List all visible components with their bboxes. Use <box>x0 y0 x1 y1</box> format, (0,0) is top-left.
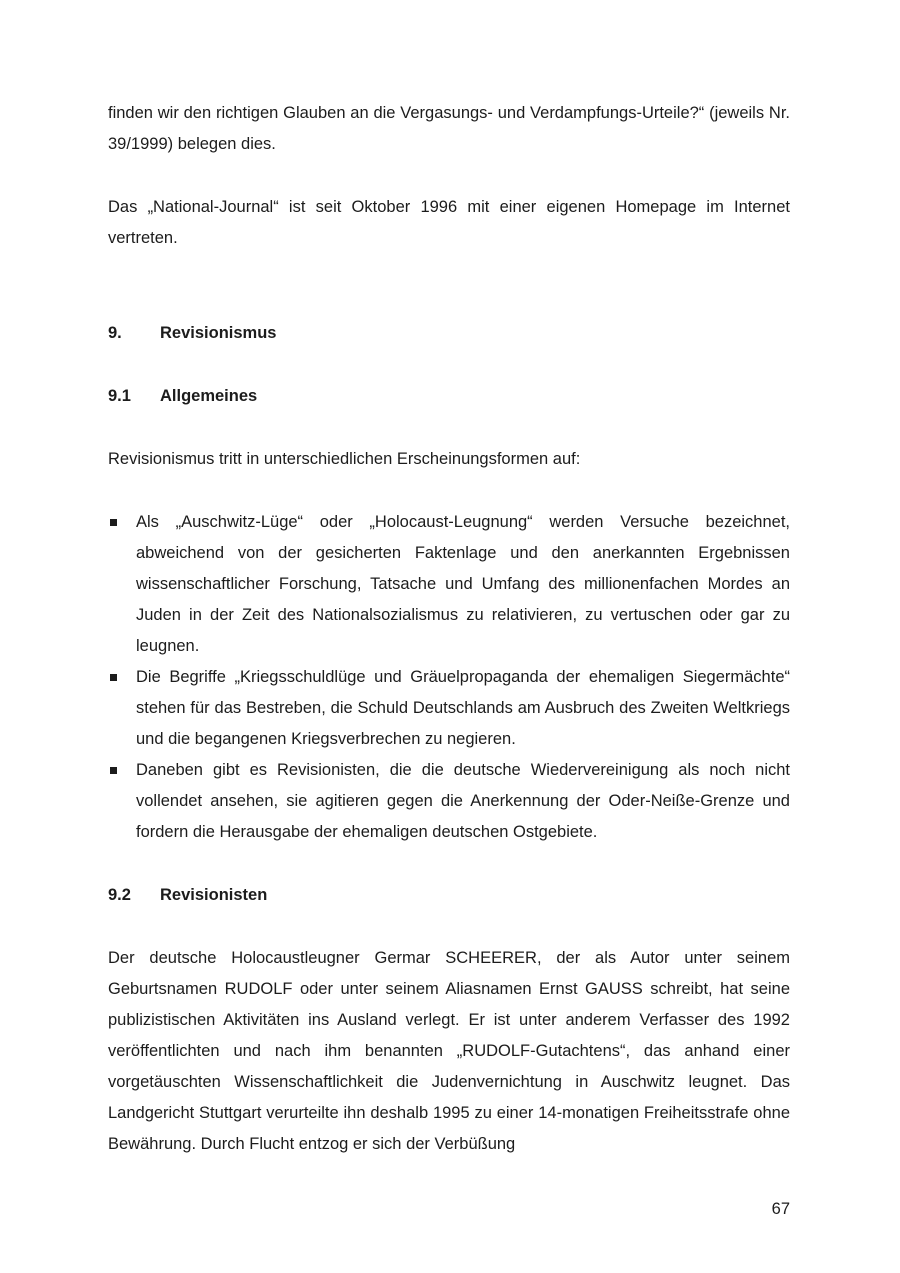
bullet-square-icon <box>110 519 117 526</box>
section-heading-9 <box>108 318 790 349</box>
section-heading-9-1 <box>108 381 790 412</box>
bullet-square-icon <box>110 674 117 681</box>
list-item <box>108 662 790 755</box>
section-number: 9.2 <box>108 886 131 904</box>
revisionism-bullet-list <box>108 507 790 848</box>
section-title: Revisionisten <box>160 886 268 904</box>
section-heading-9-2 <box>108 880 790 911</box>
list-item-text: Daneben gibt es Revisionisten, die die deutsche Wiedervereinigung als noch nicht vollendet ansehen, sie agitieren gegen die Anerkennung der Oder-Neiße-Grenze und fordern die Herausgabe der ehemaligen deutschen Ostgebiete. <box>136 761 790 841</box>
paragraph-scheerer: Der deutsche Holocaustleugner Germar SCHEERER, der als Autor unter seinem Geburtsnamen RUDOLF oder unter seinem Aliasnamen Ernst GAUSS schreibt, hat seine publizistischen Aktivitäten ins Ausland verlegt. Er ist unter anderem Verfasser des 1992 veröffentlichten und nach ihm benannten „RUDOLF-Gutachtens“, das anhand einer vorgetäuschten Wissenschaftlichkeit die Judenvernichtung in Auschwitz leugnet. Das Landgericht Stuttgart verurteilte ihn deshalb 1995 zu einer 14-monatigen Freiheitsstrafe ohne Bewährung. Durch Flucht entzog er sich der Verbüßung <box>108 949 790 1153</box>
section-number: 9. <box>108 324 122 342</box>
section-title: Revisionismus <box>160 324 277 342</box>
paragraph-urteile: finden wir den richtigen Glauben an die Vergasungs- und Verdampfungs-Urteile?“ (jeweils Nr. 39/1999) belegen dies. <box>108 104 790 153</box>
paragraph-national-journal: Das „National-Journal“ ist seit Oktober 1996 mit einer eigenen Homepage im Internet vertreten. <box>108 198 790 247</box>
bullet-square-icon <box>110 767 117 774</box>
list-item <box>108 755 790 848</box>
section-title: Allgemeines <box>160 387 258 405</box>
list-item-text: Als „Auschwitz-Lüge“ oder „Holocaust-Leugnung“ werden Versuche bezeichnet, abweichend von der gesicherten Faktenlage und den anerkannten Ergebnissen wissenschaftlicher Forschung, Tatsache und Umfang des millionenfachen Mordes an Juden in der Zeit des Nationalsozialismus zu relativieren, zu vertuschen oder gar zu leugnen. <box>136 513 790 655</box>
section-number: 9.1 <box>108 387 131 405</box>
page-number: 67 <box>771 1200 790 1218</box>
paragraph-intro: Revisionismus tritt in unterschiedlichen Erscheinungsformen auf: <box>108 450 581 468</box>
list-item-text: Die Begriffe „Kriegsschuldlüge und Gräuelpropaganda der ehemaligen Siegermächte“ stehen für das Bestreben, die Schuld Deutschlands am Ausbruch des Zweiten Weltkriegs und die begangenen Kriegsverbrechen zu negieren. <box>136 668 790 748</box>
list-item <box>108 507 790 662</box>
